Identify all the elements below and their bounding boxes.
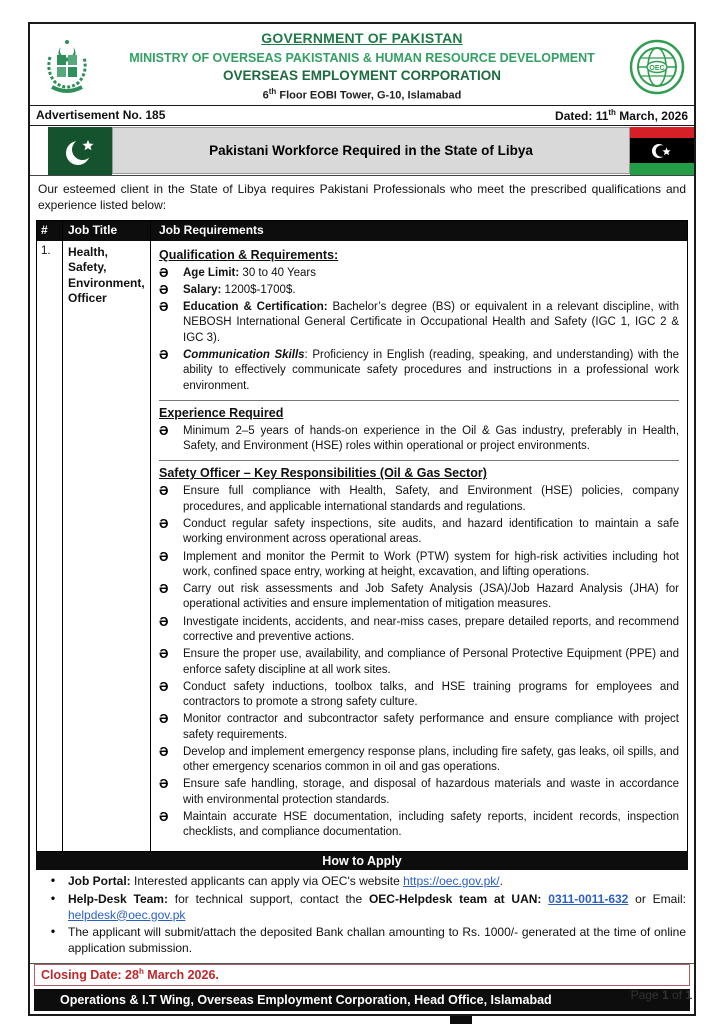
pakistan-flag-icon [48, 127, 112, 175]
row-number: 1. [37, 241, 63, 851]
arrow-bullet-icon: Ə [159, 711, 169, 727]
dot-bullet-icon: • [50, 890, 56, 905]
col-header-number: # [37, 221, 63, 241]
pakistan-emblem-icon [38, 35, 96, 99]
list-item-text: Conduct safety inductions, toolbox talks, and HSE training programs for employees and contractors to promote a strong safety culture. [183, 680, 679, 709]
arrow-bullet-icon: Ə [159, 678, 169, 694]
how-to-apply-header: How to Apply [36, 852, 688, 870]
arrow-bullet-icon: Ə [159, 281, 169, 297]
list-item [159, 348, 679, 394]
list-item-text: Ensure the proper use, availability, and compliance of Personal Protective Equipment (PPE) and enforce safety discipline at all work sites. [183, 648, 679, 676]
arrow-bullet-icon: Ə [159, 809, 169, 825]
list-item [38, 874, 686, 890]
dated-label: Dated: 11th March, 2026 [555, 108, 688, 124]
document-header [30, 24, 694, 105]
list-item-text: Ensure safe handling, storage, and disposal of hazardous materials and waste in accordance with environmental protection standards. [183, 778, 679, 806]
list-item [38, 892, 686, 924]
dot-bullet-icon: • [50, 924, 56, 939]
list-item-text: Minimum 2–5 years of hands-on experience in the Oil & Gas industry, preferably in Health, Safety, and Environment (HSE) roles within operational or project environments. [183, 424, 679, 453]
list-item-text: Implement and monitor the Permit to Work (PTW) system for high-risk activities including hot work, confined space entry, working at height, excavation, and lifting operations. [183, 550, 679, 578]
list-item-text: Investigate incidents, accidents, and near-miss cases, prepare detailed reports, and recommend corrective and preventive actions. [183, 615, 679, 643]
list-item [159, 300, 679, 346]
job-requirements-cell [151, 241, 687, 851]
arrow-bullet-icon: Ə [159, 613, 169, 629]
list-item-text: Monitor contractor and subcontractor safety performance and ensure compliance with project safety requirements. [183, 713, 679, 741]
list-item [159, 712, 679, 743]
arrow-bullet-icon: Ə [159, 347, 169, 362]
col-header-job-title: Job Title [63, 221, 151, 241]
list-item [159, 647, 679, 678]
arrow-bullet-icon: Ə [159, 515, 169, 531]
list-item [159, 484, 679, 515]
list-item-text: Communication Skills: Proficiency in English (reading, speaking, and understanding) with the ability to effectively communicate safety procedures and instructions in a professional work environment. [183, 349, 679, 392]
list-item [38, 925, 686, 957]
organization-title: OVERSEAS EMPLOYMENT CORPORATION [222, 68, 502, 84]
page-number: Page 1 of 1 [630, 988, 692, 1002]
title-banner [30, 125, 694, 175]
link[interactable]: helpdesk@oec.gov.pk [68, 907, 186, 922]
arrow-bullet-icon: Ə [159, 646, 169, 662]
list-item-text: Job Portal: Interested applicants can apply via OEC's website https://oec.gov.pk/. [68, 873, 503, 888]
list-item-text: Carry out risk assessments and Job Safety Analysis (JSA)/Job Hazard Analysis (JHA) for operational activities and ensure implementation of mitigation measures. [183, 583, 679, 611]
list-item [159, 777, 679, 808]
list-item-text: Develop and implement emergency response plans, including fire safety, gas leaks, oil spills, and other emergency scenarios common in oil and gas operations. [183, 745, 679, 774]
list-item [159, 550, 679, 581]
list-item [159, 424, 679, 455]
list-item-text: Maintain accurate HSE documentation, including safety reports, incident records, inspection checklists, and compliance documentation. [183, 811, 679, 839]
job-title-cell: Health, Safety, Environment, Officer [63, 241, 151, 851]
list-item-text: Help-Desk Team: for technical support, contact the OEC-Helpdesk team at UAN: 0311-0011-632 or Email: helpdesk@oec.gov.pk [68, 891, 686, 922]
arrow-bullet-icon: Ə [159, 483, 169, 499]
footer-bar: Operations & I.T Wing, Overseas Employment Corporation, Head Office, Islamabad [34, 989, 690, 1011]
intro-paragraph: Our esteemed client in the State of Libya requires Pakistani Professionals who meet the prescribed qualifications and experience listed below: [30, 175, 694, 219]
section-heading: Experience Required [159, 405, 284, 420]
section-heading: Safety Officer – Key Responsibilities (Oil & Gas Sector) [159, 466, 487, 481]
section-heading: Qualification & Requirements: [159, 247, 339, 262]
responsibilities-list [159, 484, 679, 840]
list-item [159, 582, 679, 613]
link[interactable]: https://oec.gov.pk/ [403, 873, 500, 888]
section-responsibilities [159, 460, 679, 846]
bottom-artifact-mark [450, 1016, 472, 1024]
oec-logo-icon [628, 37, 686, 97]
ministry-title: MINISTRY OF OVERSEAS PAKISTANIS & HUMAN RESOURCE DEVELOPMENT [129, 50, 595, 65]
list-item-text: Ensure full compliance with Health, Safety, and Environment (HSE) policies, company procedures, and applicable international standards and regulations. [183, 485, 679, 513]
how-to-apply-list [38, 874, 686, 958]
list-item-text: Education & Certification: Bachelor’s degree (BS) or equivalent in a relevant discipline, with NEBOSH International General Certificate in Occupational Health and Safety (IGC 1, IGC 2 & IGC 3). [183, 301, 679, 344]
dot-bullet-icon: • [50, 872, 56, 887]
libya-flag-icon [630, 127, 694, 175]
section-experience [159, 400, 679, 461]
list-item-text: Salary: 1200$-1700$. [183, 283, 296, 296]
government-title: GOVERNMENT OF PAKISTAN [261, 30, 463, 46]
closing-date: Closing Date: 28$^h$ March 2026. [34, 964, 690, 985]
col-header-job-requirements: Job Requirements [159, 222, 264, 237]
list-item [159, 680, 679, 711]
list-item [159, 283, 679, 298]
list-item [159, 745, 679, 776]
list-item [159, 810, 679, 841]
table-header-row [37, 221, 687, 241]
arrow-bullet-icon: Ə [159, 776, 169, 792]
how-to-apply-section [30, 870, 694, 965]
advertisement-meta-row [30, 105, 694, 125]
arrow-bullet-icon: Ə [159, 548, 169, 564]
list-item [159, 615, 679, 646]
list-item [159, 517, 679, 548]
advertisement-number: Advertisement No. 185 [36, 108, 166, 123]
arrow-bullet-icon: Ə [159, 299, 169, 315]
arrow-bullet-icon: Ə [159, 743, 169, 759]
advertisement-document [28, 22, 696, 1016]
list-item-text: Age Limit: 30 to 40 Years [183, 266, 316, 279]
arrow-bullet-icon: Ə [159, 581, 169, 597]
svg-text:OEC: OEC [649, 64, 665, 72]
banner-title: Pakistani Workforce Required in the State of Libya [112, 127, 630, 174]
arrow-bullet-icon: Ə [159, 422, 169, 438]
list-item-text: Conduct regular safety inspections, site audits, and hazard identification to maintain a safe working environment across operational areas. [183, 517, 679, 546]
job-table [36, 220, 688, 852]
experience-list [159, 424, 679, 455]
link[interactable]: 0311-0011-632 [548, 891, 629, 906]
qualification-list [159, 266, 679, 394]
section-qualification [159, 243, 679, 400]
arrow-bullet-icon: Ə [159, 264, 169, 280]
table-row [37, 241, 687, 851]
list-item [159, 266, 679, 281]
address-line: 6th Floor EOBI Tower, G-10, Islamabad [262, 87, 462, 102]
list-item-text: The applicant will submit/attach the deposited Bank challan amounting to Rs. 1000/- generated at the time of online application submission. [68, 925, 686, 956]
